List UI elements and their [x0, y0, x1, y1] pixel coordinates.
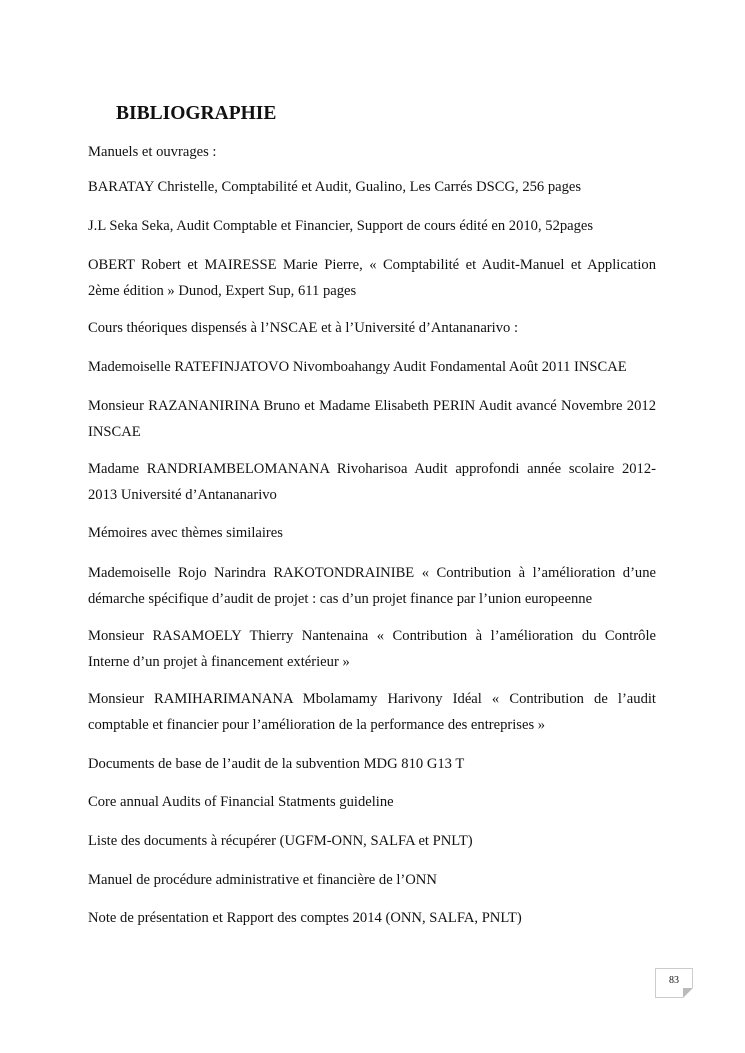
page-number: 83 [669, 975, 679, 986]
bibliography-entry: Monsieur RASAMOELY Thierry Nantenaina « Contribution à l’amélioration du Contrôle Interne d’un projet à financement extérieur » [88, 628, 656, 670]
bibliography-entry: BARATAY Christelle, Comptabilité et Audit, Gualino, Les Carrés DSCG, 256 pages [88, 179, 582, 195]
folded-corner-icon [683, 988, 693, 998]
bibliography-entry: Note de présentation et Rapport des comptes 2014 (ONN, SALFA, PNLT) [88, 910, 522, 926]
section-label: Manuels et ouvrages : [88, 144, 217, 160]
section-label: Cours théoriques dispensés à l’NSCAE et à l’Université d’Antananarivo : [88, 320, 519, 336]
bibliography-entry: Liste des documents à récupérer (UGFM-ONN, SALFA et PNLT) [88, 833, 473, 849]
bibliography-entry: Manuel de procédure administrative et financière de l’ONN [88, 872, 437, 888]
page-number-box [655, 968, 693, 998]
bibliography-entry: OBERT Robert et MAIRESSE Marie Pierre, « Comptabilité et Audit-Manuel et Application 2ème édition » Dunod, Expert Sup, 611 pages [88, 257, 656, 299]
section-label: Mémoires avec thèmes similaires [88, 525, 283, 541]
page-title: BIBLIOGRAPHIE [116, 103, 277, 124]
bibliography-entry: Mademoiselle Rojo Narindra RAKOTONDRAINIBE « Contribution à l’amélioration d’une démarche spécifique d’audit de projet : cas d’un projet finance par l’union europeenne [88, 565, 656, 607]
bibliography-entry: Monsieur RAMIHARIMANANA Mbolamamy Harivony Idéal « Contribution de l’audit comptable et financier pour l’amélioration de la performance des entreprises » [88, 691, 656, 733]
bibliography-entry: J.L Seka Seka, Audit Comptable et Financier, Support de cours édité en 2010, 52pages [88, 218, 594, 234]
bibliography-entry: Monsieur RAZANANIRINA Bruno et Madame Elisabeth PERIN Audit avancé Novembre 2012 INSCAE [88, 398, 656, 440]
bibliography-entry: Mademoiselle RATEFINJATOVO Nivomboahangy Audit Fondamental Août 2011 INSCAE [88, 359, 627, 375]
bibliography-entry: Core annual Audits of Financial Statments guideline [88, 794, 394, 810]
bibliography-entry: Documents de base de l’audit de la subvention MDG 810 G13 T [88, 756, 465, 772]
bibliography-entry: Madame RANDRIAMBELOMANANA Rivoharisoa Audit approfondi année scolaire 2012-2013 Université d’Antananarivo [88, 461, 656, 503]
